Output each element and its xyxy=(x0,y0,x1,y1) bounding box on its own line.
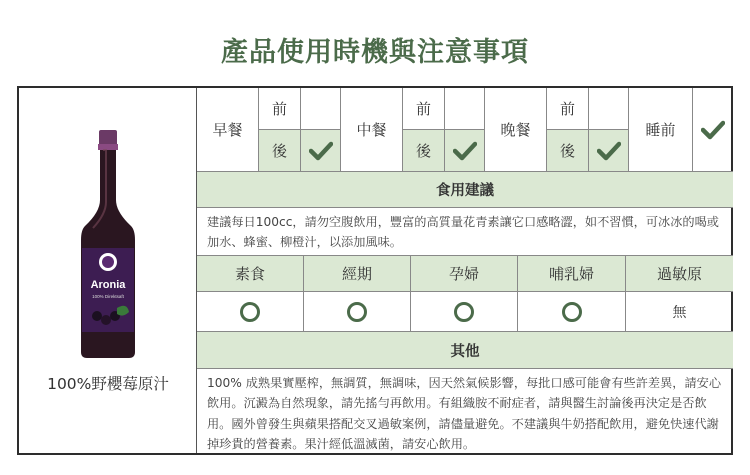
circle-icon xyxy=(454,302,474,322)
allergen-value: 無 xyxy=(626,292,733,332)
col-menstruation: 經期 xyxy=(304,256,411,292)
menstruation-ok xyxy=(304,292,411,332)
dinner-label: 晚餐 xyxy=(485,88,547,172)
breakfast-label: 早餐 xyxy=(197,88,259,172)
check-icon xyxy=(453,141,477,161)
col-allergen: 過敏原 xyxy=(626,256,733,292)
breakfast-after-label: 後 xyxy=(259,130,301,172)
pregnant-ok xyxy=(411,292,518,332)
bottle-brand-text: Aronia xyxy=(90,279,126,291)
lunch-after-label: 後 xyxy=(403,130,445,172)
dinner-after-check xyxy=(589,130,629,172)
lunch-after-check xyxy=(445,130,485,172)
circle-icon xyxy=(562,302,582,322)
dinner-before-label: 前 xyxy=(547,88,589,130)
lunch-before-label: 前 xyxy=(403,88,445,130)
check-icon xyxy=(309,141,333,161)
bedtime-label: 睡前 xyxy=(629,88,693,172)
breakfast-before-check xyxy=(301,88,341,130)
check-icon xyxy=(597,141,621,161)
breakfast-after-check xyxy=(301,130,341,172)
product-bottle-image xyxy=(79,130,137,360)
page-title: 產品使用時機與注意事項 xyxy=(221,37,529,68)
lunch-before-check xyxy=(445,88,485,130)
col-breastfeeding: 哺乳婦 xyxy=(518,256,626,292)
breakfast-before-label: 前 xyxy=(259,88,301,130)
bedtime-check xyxy=(693,88,733,172)
advice-text: 建議每日100cc，請勿空腹飲用，豐富的高質量花青素讓它口感略澀，如不習慣，可冰冰的喝或加水、蜂蜜、柳橙汁，以添加風味。 xyxy=(197,208,733,256)
col-pregnant: 孕婦 xyxy=(411,256,518,292)
product-column xyxy=(19,88,197,453)
info-table xyxy=(17,86,733,455)
circle-icon xyxy=(240,302,260,322)
advice-heading: 食用建議 xyxy=(197,172,733,208)
dinner-after-label: 後 xyxy=(547,130,589,172)
circle-icon xyxy=(347,302,367,322)
other-heading: 其他 xyxy=(197,332,733,369)
other-text: 100% 成熟果實壓榨，無調質，無調味，因天然氣候影響，每批口感可能會有些許差異，請安心飲用。沉澱為自然現象，請先搖勻再飲用。有組織胺不耐症者，請與醫生討論後再決定是否飲用。國外曾發生與蘋果搭配交叉過敏案例，請儘量避免。不建議與牛奶搭配飲用，避免快速代謝掉珍貴的營養素。果汁經低溫滅菌，請安心飲用。 xyxy=(207,376,722,452)
col-vegetarian: 素食 xyxy=(197,256,304,292)
dinner-before-check xyxy=(589,88,629,130)
vegetarian-ok xyxy=(197,292,304,332)
product-name: 100%野櫻莓原汁 xyxy=(47,375,169,393)
check-icon xyxy=(701,120,725,140)
usage-details xyxy=(197,88,733,453)
breastfeeding-ok xyxy=(518,292,626,332)
bottle-sub-text: 100% Direktsaft xyxy=(92,294,124,299)
lunch-label: 中餐 xyxy=(341,88,403,172)
